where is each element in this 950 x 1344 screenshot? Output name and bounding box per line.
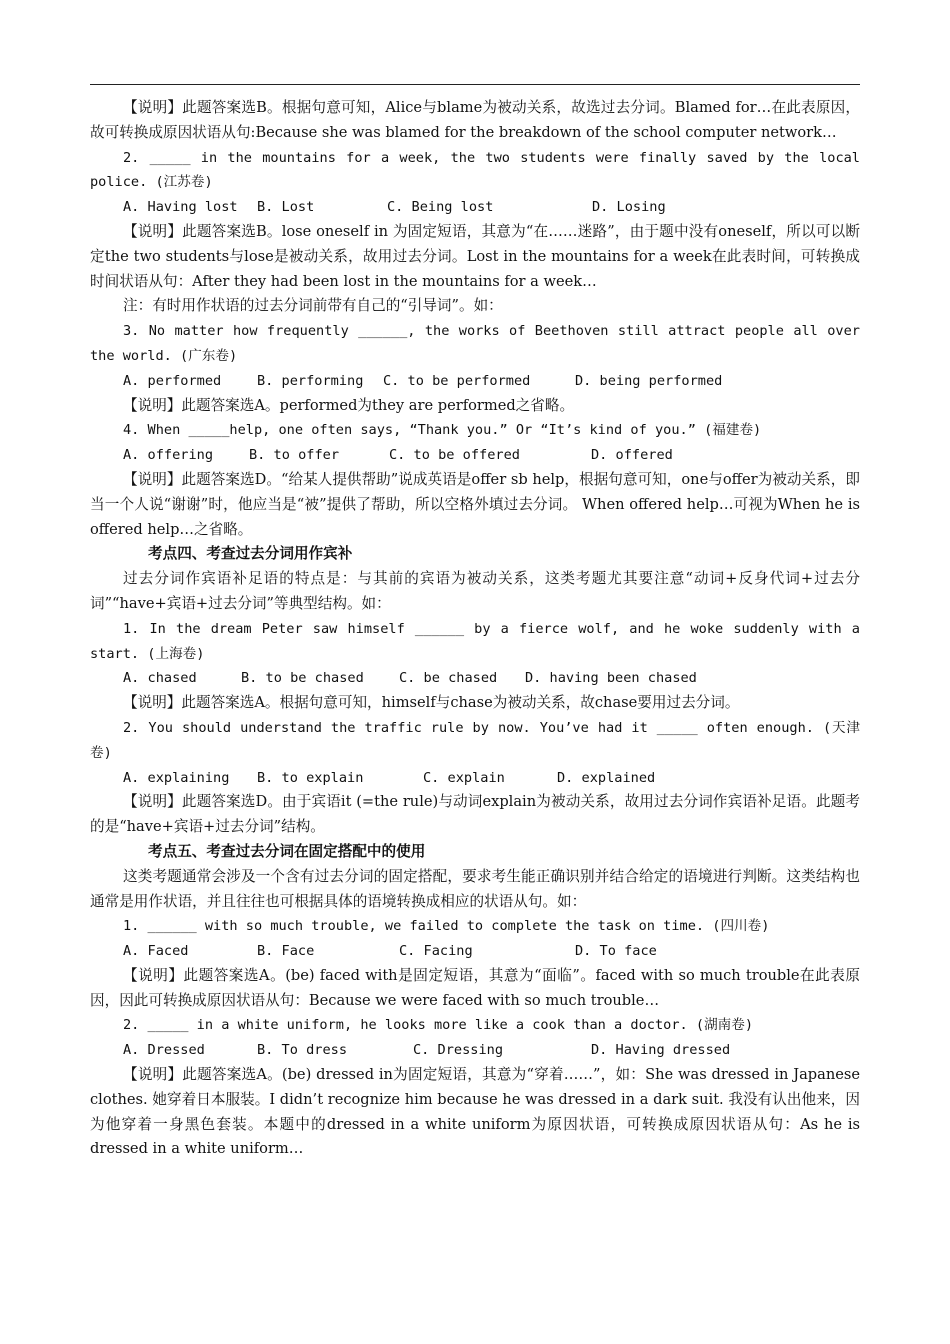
option-c: C. Facing: [399, 943, 473, 960]
question-text: 1. ______ with so much trouble, we failed to complete the task on time. (四川卷): [123, 918, 770, 935]
option-c: C. Dressing: [413, 1042, 504, 1059]
option-b: B. To dress: [257, 1042, 348, 1059]
option-c: C. to be performed: [383, 372, 531, 389]
explanation-text: 【说明】此题答案选A。(be) dressed in为固定短语，其意为“穿着……”，如：She was dressed in Japanese clothes. 她穿着日本服装。I didn’t recognize him because he was dressed in a dark suit. 我没有认出他来，因为他穿着一身黑色套装。本题中的dressed in a white uniform为原因状语，可转换成原因状语从句：As he is dressed in a white uniform…: [90, 1066, 860, 1158]
option-c: C. Being lost: [387, 199, 494, 216]
option-b: B. to offer: [249, 447, 340, 464]
option-a: A. Dressed: [123, 1042, 205, 1059]
option-a: A. offering: [123, 447, 214, 464]
option-a: A. Having lost: [123, 199, 238, 216]
option-b: B. Lost: [257, 199, 315, 216]
option-d: D. Losing: [592, 199, 666, 216]
option-d: D. offered: [591, 447, 673, 464]
explanation-text: 【说明】此题答案选B。lose oneself in 为固定短语，其意为“在……迷路”，由于题中没有oneself，所以可以断定the two students与lose是被动关系，故用过去分词。Lost in the mountains for a week在此表时间，可转换成时间状语从句：After they had been lost in the mountains for a week…: [90, 222, 860, 290]
explanation-text: 【说明】此题答案选A。(be) faced with是固定短语，其意为“面临”。faced with so much trouble在此表原因，因此可转换成原因状语从句：Because we were faced with so much trouble…: [90, 966, 860, 1009]
section-heading: 考点四、考查过去分词用作宾补: [148, 545, 353, 563]
explanation-text: 【说明】此题答案选A。根据句意可知，himself与chase为被动关系，故chase要用过去分词。: [123, 694, 740, 712]
section-heading: 考点五、考查过去分词在固定搭配中的使用: [148, 842, 426, 860]
document-body: [90, 96, 860, 1162]
option-d: D. being performed: [575, 372, 723, 389]
answer-options: [90, 666, 860, 691]
explanation-text: 【说明】此题答案选D。由于宾语it (=the rule)与动词explain为被动关系，故用过去分词作宾语补足语。此题考的是“have+宾语+过去分词”结构。: [90, 793, 860, 836]
explanation-text: 【说明】此题答案选A。performed为they are performed之省略。: [123, 396, 575, 414]
question-text: 3. No matter how frequently ______, the works of Beethoven still attract people all over the world. (广东卷): [90, 323, 860, 364]
option-a: A. performed: [123, 372, 222, 389]
option-a: A. Faced: [123, 943, 189, 960]
option-c: C. be chased: [399, 670, 498, 687]
question-text: 4. When _____help, one often says, “Thank you.” Or “It’s kind of you.” (福建卷): [123, 422, 762, 439]
explanation-text: 过去分词作宾语补足语的特点是：与其前的宾语为被动关系，这类考题尤其要注意“动词+反身代词+过去分词”“have+宾语+过去分词”等典型结构。如：: [90, 570, 860, 612]
question-text: 2. _____ in a white uniform, he looks more like a cook than a doctor. (湖南卷): [123, 1017, 754, 1034]
option-b: B. to explain: [257, 769, 364, 786]
option-b: B. to be chased: [241, 670, 364, 687]
answer-options: [90, 1038, 860, 1063]
option-a: A. chased: [123, 670, 197, 687]
explanation-text: 【说明】此题答案选B。根据句意可知，Alice与blame为被动关系，故选过去分词。Blamed for…在此表原因，故可转换成原因状语从句:Because she was blamed for the breakdown of the school computer network…: [90, 99, 860, 141]
option-b: B. Face: [257, 943, 315, 960]
option-b: B. performing: [257, 372, 364, 389]
header-rule: [90, 84, 860, 85]
explanation-text: 【说明】此题答案选D。“给某人提供帮助”说成英语是offer sb help，根据句意可知，one与offer为被动关系，即当一个人说“谢谢”时，他应当是“被”提供了帮助，所以空格外填过去分词。 When offered help…可视为When he is offered help…之省略。: [90, 470, 860, 538]
option-d: D. Having dressed: [591, 1042, 731, 1059]
option-d: D. having been chased: [525, 670, 697, 687]
option-c: C. explain: [423, 769, 505, 786]
explanation-text: 这类考题通常会涉及一个含有过去分词的固定搭配，要求考生能正确识别并结合给定的语境进行判断。这类结构也通常是用作状语，并且往往也可根据具体的语境转换成相应的状语从句。如：: [90, 867, 860, 910]
option-d: D. To face: [575, 943, 657, 960]
question-text: 2. You should understand the traffic rule by now. You’ve had it _____ often enough. (天津卷): [90, 719, 860, 761]
answer-options: [90, 369, 860, 394]
option-d: D. explained: [557, 769, 656, 786]
answer-options: [90, 195, 860, 220]
option-a: A. explaining: [123, 769, 230, 786]
explanation-text: 注：有时用作状语的过去分词前带有自己的“引导词”。如：: [123, 297, 503, 315]
question-text: 2. _____ in the mountains for a week, the two students were finally saved by the local police. (江苏卷): [90, 149, 860, 191]
answer-options: [90, 443, 860, 468]
question-text: 1. In the dream Peter saw himself ______ by a fierce wolf, and he woke suddenly with a start. (上海卷): [90, 620, 860, 662]
option-c: C. to be offered: [389, 447, 520, 464]
answer-options: [90, 766, 860, 791]
answer-options: [90, 939, 860, 964]
